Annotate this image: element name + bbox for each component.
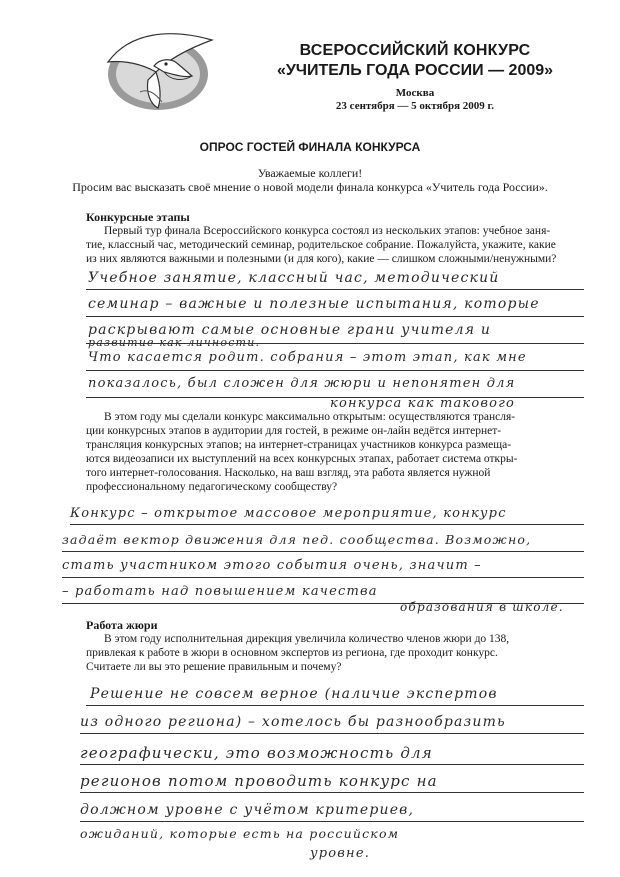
handwritten-answer-line: семинар – важные и полезные испытания, которые [88, 296, 540, 312]
contest-title-line2: «УЧИТЕЛЬ ГОДА РОССИИ — 2009» [276, 62, 554, 79]
handwritten-answer-line: конкурса как такового [330, 396, 516, 411]
handwritten-answer-line: Что касается родит. собрания – этот этап, как мне [88, 350, 527, 365]
pelican-logo [100, 22, 218, 120]
question-line: профессиональному педагогическому сообществу? [86, 481, 338, 493]
handwritten-answer-line: стать участником этого события очень, значит – [62, 558, 482, 573]
handwritten-answer-line: Учебное занятие, классный час, методический [88, 270, 500, 286]
handwritten-answer-line: ожиданий, которые есть на российском [80, 826, 400, 841]
handwritten-answer-line: образования в школе. [400, 600, 564, 614]
question-line: В этом году исполнительная дирекция увеличила количество членов жюри до 138, [104, 633, 510, 645]
handwritten-answer-line: задаёт вектор движения для пед. сообщества. Возможно, [62, 532, 532, 547]
question-line: Считаете ли вы это решение правильным и почему? [86, 661, 342, 673]
answer-underline [86, 370, 584, 371]
question-line: тие, классный час, методический семинар, родительское собрание. Пожалуйста, укажите, какие [86, 239, 556, 251]
greeting: Уважаемые коллеги! [257, 166, 363, 180]
answer-underline [86, 316, 584, 317]
question-line: того интернет-голосования. Насколько, на ваш взгляд, эта работа является нужной [86, 467, 491, 479]
answer-underline [86, 343, 584, 344]
answer-underline [80, 733, 584, 734]
dates: 23 сентября — 5 октября 2009 г. [335, 100, 495, 112]
handwritten-answer-line: раскрывают самые основные грани учителя и [88, 322, 492, 338]
handwritten-answer-line: – работать над повышением качества [62, 584, 378, 599]
answer-underline [62, 551, 584, 552]
question-line: ции конкурсных этапов в аудитории для гостей, в режиме он-лайн ведётся интернет- [86, 425, 502, 437]
handwritten-answer-line: из одного региона) – хотелось бы разнообразить [80, 714, 506, 730]
answer-underline [80, 821, 584, 822]
section-heading-stages: Конкурсные этапы [86, 210, 190, 224]
request-text: Просим вас высказать своё мнение о новой модели финала конкурса «Учитель года России». [72, 180, 548, 194]
question-stages [86, 224, 582, 266]
city: Москва [395, 87, 435, 99]
handwritten-answer-line: географически, это возможность для [80, 744, 433, 762]
question-jury [86, 632, 582, 674]
answer-underline [80, 764, 584, 765]
answer-underline [86, 705, 584, 706]
question-openness [86, 410, 582, 494]
question-line: Первый тур финала Всероссийского конкурса состоял из нескольких этапов: учебное заня- [104, 225, 551, 237]
answer-underline [86, 289, 584, 290]
handwritten-answer-line: Решение не совсем верное (наличие экспертов [90, 686, 498, 702]
question-line: привлекая к работе в жюри в основном экспертов из региона, где проходит конкурс. [86, 647, 498, 659]
handwritten-answer-line: должном уровне с учётом критериев, [80, 802, 415, 818]
answer-underline [70, 524, 584, 525]
question-line: из них являются важными и полезными (и для кого), какие — слишком сложными/ненужными? [86, 253, 557, 265]
section-heading-jury: Работа жюри [86, 618, 158, 632]
answer-underline [86, 397, 584, 398]
answer-underline [62, 603, 584, 604]
answer-underline [80, 792, 584, 793]
contest-title-line1: ВСЕРОССИЙСКИЙ КОНКУРС [299, 42, 531, 59]
question-line: трансляция конкурсных этапов; на интернет-страницах участников конкурса размеща- [86, 439, 512, 451]
survey-title: ОПРОС ГОСТЕЙ ФИНАЛА КОНКУРСА [199, 140, 421, 154]
handwritten-answer-line: регионов потом проводить конкурс на [80, 772, 438, 790]
question-line: ются видеозаписи их выступлений на всех конкурсных этапах, работает система откры- [86, 453, 518, 465]
handwritten-answer-line: уровне. [310, 846, 371, 861]
handwritten-answer-line: показалось, был сложен для жюри и непонятен для [88, 376, 516, 391]
handwritten-answer-line: развитие как личности. [88, 336, 261, 349]
question-line: В этом году мы сделали конкурс максимально открытым: осуществляются трансля- [104, 411, 516, 423]
answer-underline [62, 577, 584, 578]
handwritten-answer-line: Конкурс – открытое массовое мероприятие, конкурс [70, 506, 507, 521]
